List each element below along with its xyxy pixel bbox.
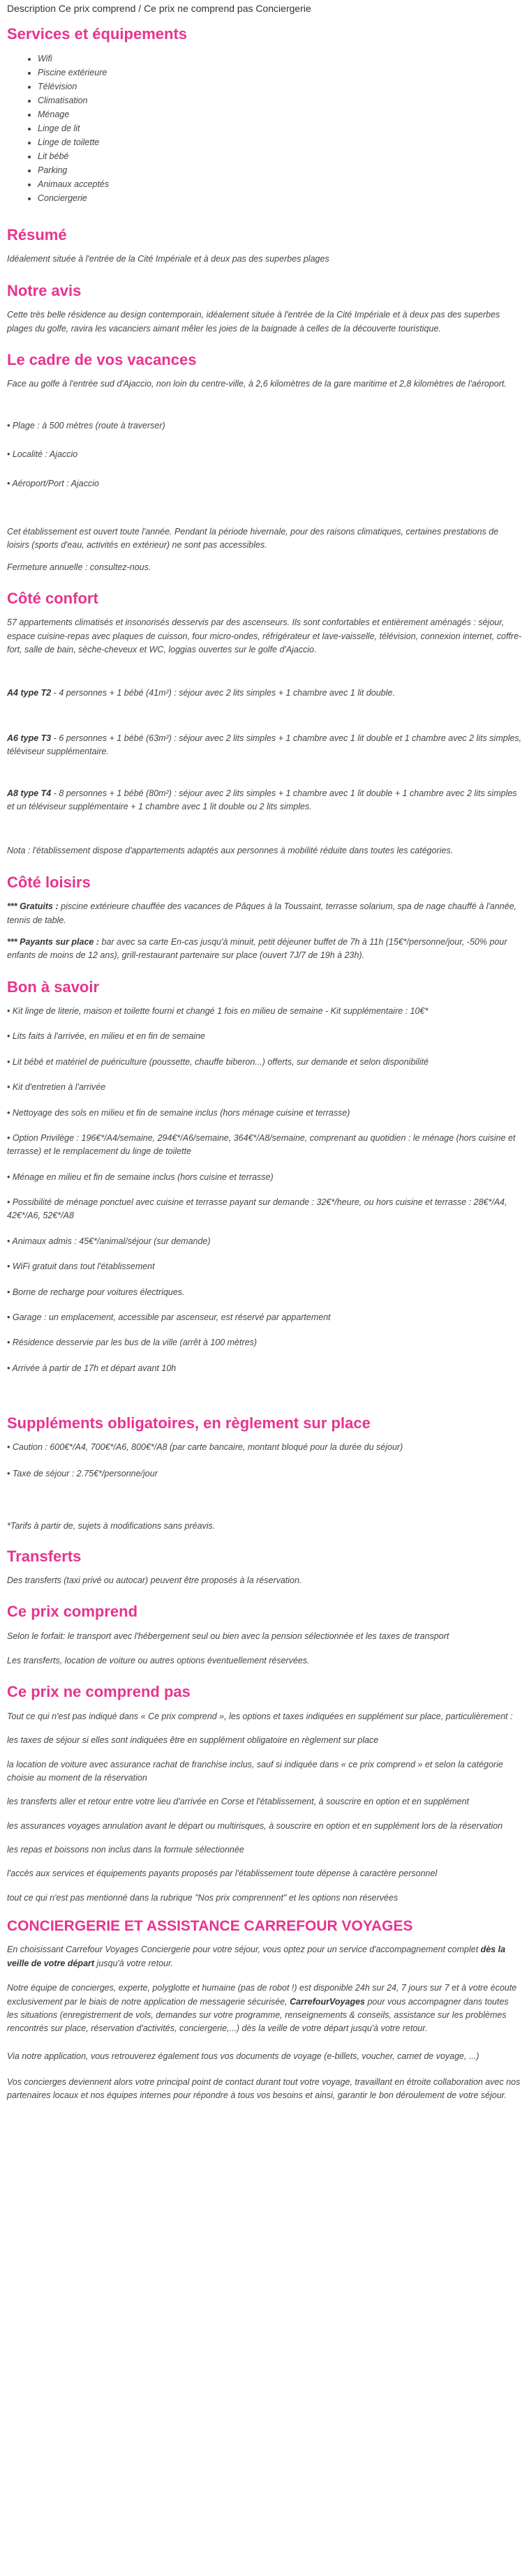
- concierge-p2b: CarrefourVoyages: [290, 1996, 365, 2007]
- bonasavoir-item: • Garage : un emplacement, accessible par ascenseur, est réservé par appartement: [7, 1312, 331, 1322]
- comprend-text-1: Selon le forfait: le transport avec l'hébergement seul ou bien avec la pension sélectionnée et les taxes de transport: [7, 1631, 449, 1641]
- supplement-caution: • Caution : 600€*/A4, 700€*/A6, 800€*/A8 (par carte bancaire, montant bloqué pour la durée du séjour): [7, 1442, 403, 1453]
- service-item: • Animaux acceptés: [38, 177, 522, 191]
- cadre-bullet-plage: • Plage : à 500 mètres (route à traverser): [7, 420, 165, 430]
- transferts-title: Transferts: [7, 1547, 82, 1565]
- necomprend-item: Tout ce qui n'est pas indiqué dans « Ce prix comprend », les options et taxes indiquées en supplément sur place, particulièrement :: [7, 1711, 513, 1721]
- service-item: • Wifi: [38, 52, 522, 66]
- breadcrumb: Description Ce prix comprend / Ce prix ne comprend pas Conciergerie: [7, 3, 311, 14]
- services-list: [7, 52, 522, 205]
- bonasavoir-item: • Ménage en milieu et fin de semaine inclus (hors cuisine et terrasse): [7, 1171, 274, 1182]
- bonasavoir-item: • Kit d'entretien à l'arrivée: [7, 1082, 106, 1093]
- bonasavoir-item: • Lits faits à l'arrivée, en milieu et en fin de semaine: [7, 1031, 205, 1042]
- supplements-title: Suppléments obligatoires, en règlement sur place: [7, 1414, 371, 1432]
- loisirs-paid: [7, 936, 522, 963]
- bonasavoir-item: • Arrivée à partir de 17h et départ avant 10h: [7, 1363, 177, 1373]
- loisirs-free: [7, 900, 522, 927]
- necomprend-item: les assurances voyages annulation avant le départ ou multirisques, à souscrire en option et en supplément lors de la réservation: [7, 1820, 503, 1831]
- bonasavoir-item: • Option Privilège : 196€*/A4/semaine, 294€*/A6/semaine, 364€*/A8/semaine, comprenant au quotidien : le ménage (hors cuisine et terrasse) et le remplacement du linge de toilette: [7, 1132, 516, 1157]
- supplement-taxe: • Taxe de séjour : 2.75€*/personne/jour: [7, 1468, 158, 1478]
- necomprend-item: les taxes de séjour si elles sont indiquées être en supplément obligatoire en règlement sur place: [7, 1735, 379, 1746]
- necomprend-list: [7, 1710, 522, 1905]
- bonasavoir-item: • WiFi gratuit dans tout l'établissement: [7, 1261, 155, 1272]
- loisirs-paid-text: bar avec sa carte En-cas jusqu'à minuit, petit déjeuner buffet de 7h à 11h (15€*/personne/jour, -50% pour enfants de moins de 12 ans), grill-restaurant partenaire sur place (ouvert 7J/7 de 19h à 23h).: [7, 936, 507, 961]
- avis-text: Cette très belle résidence au design contemporain, idéalement située à l'entrée de la Cité Impériale et à deux pas des superbes plages du golfe, ravira les vacanciers aimant mêler les joies de la baignade à celles de la découverte touristique.: [7, 310, 500, 334]
- concierge-p2c: pour vous accompagner dans toutes les situations (enregistrement de vols, demandes sur votre programme, renseignements & conseils, assistance sur les problèmes rencontrés sur place, réservation d'activités, conciergerie,...) dès la veille de votre départ jusqu'à votre retour.: [7, 1996, 509, 2034]
- service-item: • Conciergerie: [38, 191, 522, 205]
- services-title: Services et équipements: [7, 24, 188, 43]
- conciergerie-title: CONCIERGERIE ET ASSISTANCE CARREFOUR VOYAGES: [7, 1918, 413, 1935]
- transferts-text: Des transferts (taxi privé ou autocar) peuvent être proposés à la réservation.: [7, 1575, 302, 1585]
- cadre-open-text: Cet établissement est ouvert toute l'année. Pendant la période hivernale, pour des raisons climatiques, certaines prestations de loisirs (sports d'eau, activités en extérieur) ne sont pas accessibles.: [7, 526, 499, 551]
- cadre-title: Le cadre de vos vacances: [7, 350, 197, 368]
- service-item: • Lit bébé: [38, 149, 522, 163]
- loisirs-free-label: *** Gratuits :: [7, 901, 59, 912]
- confort-type-a6: [7, 732, 522, 759]
- cadre-closing-text: Fermeture annuelle : consultez-nous.: [7, 562, 151, 572]
- necomprend-item: l'accès aux services et équipements payants proposés par l'établissement toute dépense à caractère personnel: [7, 1869, 438, 1879]
- confort-title: Côté confort: [7, 590, 98, 607]
- confort-intro: 57 appartements climatisés et insonorisés desservis par des ascenseurs. Ils sont confortables et entièrement aménagés : séjour, espace cuisine-repas avec plaques de cuisson, four micro-ondes, réfrigérateur et lave-vaisselle, télévision, connexion internet, coffre-fort, salle de bain, sèche-cheveux et WC, loggias ouvertes sur le golfe d'Ajaccio.: [7, 617, 522, 655]
- concierge-p1c: jusqu'à votre retour.: [94, 1958, 174, 1968]
- concierge-p1a: En choisissant Carrefour Voyages Conciergerie pour votre séjour, vous optez pour un service d'accompagnement complet: [7, 1945, 481, 1955]
- type-a4-text: - 4 personnes + 1 bébé (41m²) : séjour avec 2 lits simples + 1 chambre avec 1 lit double.: [51, 687, 395, 698]
- bonasavoir-item: • Possibilité de ménage ponctuel avec cuisine et terrasse payant sur demande : 32€*/heure, ou hors cuisine et terrasse : 28€*/A4, 42€*/A6, 52€*/A8: [7, 1197, 507, 1221]
- service-item: • Parking: [38, 163, 522, 177]
- type-a8-name: A8 type T4: [7, 788, 52, 798]
- bonasavoir-item: • Kit linge de literie, maison et toilette fourni et changé 1 fois en milieu de semaine - Kit supplémentaire : 10€*: [7, 1006, 429, 1017]
- service-item: • Climatisation: [38, 93, 522, 107]
- bonasavoir-list: [7, 1005, 522, 1375]
- resume-text: Idéalement située à l'entrée de la Cité Impériale et à deux pas des superbes plages: [7, 254, 329, 264]
- bonasavoir-item: • Lit bébé et matériel de puériculture (poussette, chauffe biberon...) offerts, sur demande et selon disponibilité: [7, 1056, 429, 1067]
- type-a6-text: - 6 personnes + 1 bébé (63m²) : séjour avec 2 lits simples + 1 chambre avec 1 lit double et 1 chambre avec 2 lits simples, téléviseur supplémentaire.: [7, 733, 522, 757]
- resume-title: Résumé: [7, 226, 67, 244]
- loisirs-title: Côté loisirs: [7, 873, 91, 891]
- conciergerie-text-4: Vos concierges deviennent alors votre principal point de contact durant tout votre voyage, travaillant en étroite collaboration avec nos partenaires locaux et nos équipes internes pour répondre à tous vos besoins et ainsi, garantir le bon déroulement de votre séjour.: [7, 2077, 521, 2101]
- service-item: • Linge de toilette: [38, 135, 522, 149]
- bonasavoir-item: • Résidence desservie par les bus de la ville (arrêt à 100 mètres): [7, 1338, 258, 1348]
- service-item: • Piscine extérieure: [38, 66, 522, 80]
- confort-type-a4: [7, 687, 522, 700]
- necomprend-item: les transferts aller et retour entre votre lieu d'arrivée en Corse et l'établissement, à souscrire en option et en supplément: [7, 1797, 470, 1807]
- avis-title: Notre avis: [7, 281, 82, 299]
- bonasavoir-item: • Animaux admis : 45€*/animal/séjour (sur demande): [7, 1236, 211, 1246]
- type-a4-name: A4 type T2: [7, 687, 52, 698]
- concierge-p1b: dès la veille de votre départ: [7, 1945, 506, 1968]
- type-a6-name: A6 type T3: [7, 733, 52, 743]
- concierge-p2a: Notre équipe de concierges, experte, polyglotte et humaine (pas de robot !) est disponible 24h sur 24, 7 jours sur 7 et à votre écoute exclusivement par le biais de notre application de messagerie sécurisée,: [7, 1983, 517, 2007]
- type-a8-text: - 8 personnes + 1 bébé (80m²) : séjour avec 2 lits simples + 1 chambre avec 1 lit double + 1 chambre avec 2 lits simples et un téléviseur supplémentaire + 1 chambre avec 1 lit double ou 2 lits simples.: [7, 788, 517, 812]
- service-item: • Linge de lit: [38, 121, 522, 135]
- supplements-note: *Tarifs à partir de, sujets à modifications sans préavis.: [7, 1521, 216, 1532]
- cadre-intro: Face au golfe à l'entrée sud d'Ajaccio, non loin du centre-ville, à 2,6 kilomètres de la gare maritime et 2,8 kilomètres de l'aéroport.: [7, 379, 507, 389]
- necomprend-item: les repas et boissons non inclus dans la formule sélectionnée: [7, 1845, 244, 1855]
- comprend-text-2: Les transferts, location de voiture ou autres options éventuellement réservées.: [7, 1656, 310, 1666]
- cadre-bullet-aeroport: • Aéroport/Port : Ajaccio: [7, 478, 99, 488]
- conciergerie-text-1: [7, 1943, 522, 1970]
- bonasavoir-title: Bon à savoir: [7, 978, 100, 996]
- bonasavoir-item: • Borne de recharge pour voitures électriques.: [7, 1287, 185, 1297]
- service-item: • Télévision: [38, 80, 522, 93]
- cadre-bullet-localite: • Localité : Ajaccio: [7, 449, 78, 460]
- loisirs-paid-label: *** Payants sur place :: [7, 936, 100, 947]
- confort-type-a8: [7, 787, 522, 814]
- bonasavoir-item: • Nettoyage des sols en milieu et fin de semaine inclus (hors ménage cuisine et terrasse): [7, 1107, 350, 1118]
- necomprend-title: Ce prix ne comprend pas: [7, 1683, 191, 1701]
- comprend-title: Ce prix comprend: [7, 1603, 138, 1621]
- conciergerie-text-2: [7, 1982, 522, 2036]
- confort-note: Nota : l'établissement dispose d'appartements adaptés aux personnes à mobilité réduite dans toutes les catégories.: [7, 846, 454, 856]
- necomprend-item: tout ce qui n'est pas mentionné dans la rubrique "Nos prix comprennent" et les options non réservées: [7, 1892, 398, 1903]
- loisirs-free-text: piscine extérieure chauffée des vacances de Pâques à la Toussaint, terrasse solarium, spa de nage chauffé à l'année, tennis de table.: [7, 901, 517, 925]
- service-item: • Ménage: [38, 107, 522, 121]
- conciergerie-text-3: Via notre application, vous retrouverez également tous vos documents de voyage (e-billets, voucher, carnet de voyage, ...): [7, 2051, 479, 2061]
- necomprend-item: la location de voiture avec assurance rachat de franchise inclus, sauf si indiquée dans « ce prix comprend » et selon la catégorie choisie au moment de la réservation: [7, 1759, 503, 1783]
